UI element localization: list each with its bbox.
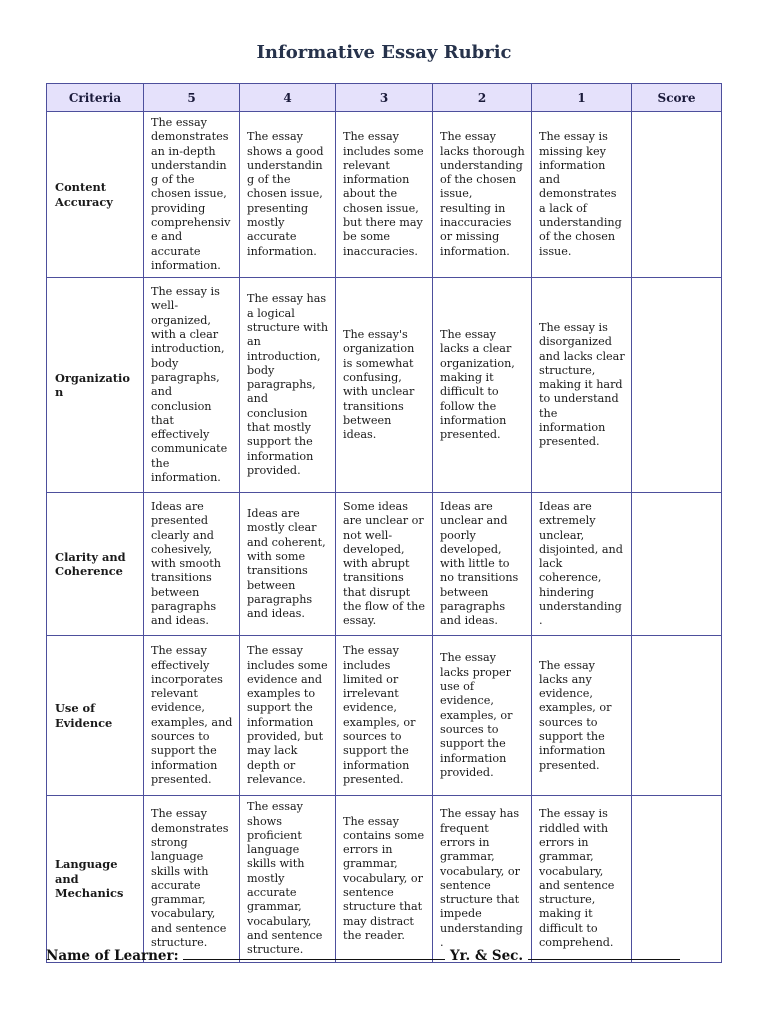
row-use-of-evidence bbox=[47, 636, 722, 796]
rubric-cell: The essay is disorganized and lacks clear structure, making it hard to understand the information presented. bbox=[532, 278, 632, 493]
rubric-cell: The essay includes some relevant information about the chosen issue, but there may be some inaccuracies. bbox=[336, 112, 433, 278]
rubric-cell: Ideas are mostly clear and coherent, with some transitions between paragraphs and ideas. bbox=[240, 493, 336, 636]
rubric-cell: The essay effectively incorporates relevant evidence, examples, and sources to support the information presented. bbox=[144, 636, 240, 796]
rubric-cell: Ideas are unclear and poorly developed, with little to no transitions between paragraphs and ideas. bbox=[433, 493, 532, 636]
score-cell[interactable] bbox=[632, 796, 722, 962]
header-score-3: 3 bbox=[336, 84, 433, 112]
score-cell[interactable] bbox=[632, 112, 722, 278]
header-row bbox=[47, 84, 722, 112]
header-score-4: 4 bbox=[240, 84, 336, 112]
header-score: Score bbox=[632, 84, 722, 112]
year-section-blank[interactable] bbox=[528, 946, 680, 960]
rubric-cell: The essay has frequent errors in grammar, vocabulary, or sentence structure that impede understanding. bbox=[433, 796, 532, 962]
criterion-label: Use of Evidence bbox=[47, 636, 144, 796]
row-language-mechanics bbox=[47, 796, 722, 962]
header-criteria: Criteria bbox=[47, 84, 144, 112]
rubric-cell: The essay lacks proper use of evidence, examples, or sources to support the information provided. bbox=[433, 636, 532, 796]
rubric-cell: Some ideas are unclear or not well-developed, with abrupt transitions that disrupt the flow of the essay. bbox=[336, 493, 433, 636]
criterion-label: Content Accuracy bbox=[47, 112, 144, 278]
rubric-cell: The essay's organization is somewhat confusing, with unclear transitions between ideas. bbox=[336, 278, 433, 493]
row-clarity-coherence bbox=[47, 493, 722, 636]
criterion-label: Organization bbox=[47, 278, 144, 493]
row-content-accuracy bbox=[47, 112, 722, 278]
learner-name-blank[interactable] bbox=[183, 946, 445, 960]
rubric-cell: The essay includes some evidence and examples to support the information provided, but may lack depth or relevance. bbox=[240, 636, 336, 796]
rubric-cell: The essay is missing key information and demonstrates a lack of understanding of the chosen issue. bbox=[532, 112, 632, 278]
criterion-label: Clarity and Coherence bbox=[47, 493, 144, 636]
name-of-learner-label: Name of Learner: bbox=[46, 948, 179, 964]
header-score-2: 2 bbox=[433, 84, 532, 112]
rubric-cell: The essay is riddled with errors in grammar, vocabulary, and sentence structure, making it difficult to comprehend. bbox=[532, 796, 632, 962]
rubric-cell: Ideas are extremely unclear, disjointed, and lack coherence, hindering understanding. bbox=[532, 493, 632, 636]
rubric-cell: The essay includes limited or irrelevant evidence, examples, or sources to support the information presented. bbox=[336, 636, 433, 796]
score-cell[interactable] bbox=[632, 278, 722, 493]
row-organization bbox=[47, 278, 722, 493]
rubric-cell: The essay lacks thorough understanding of the chosen issue, resulting in inaccuracies or missing information. bbox=[433, 112, 532, 278]
rubric-cell: The essay lacks a clear organization, making it difficult to follow the information presented. bbox=[433, 278, 532, 493]
criterion-label: Language and Mechanics bbox=[47, 796, 144, 962]
header-score-5: 5 bbox=[144, 84, 240, 112]
rubric-cell: The essay contains some errors in grammar, vocabulary, or sentence structure that may distract the reader. bbox=[336, 796, 433, 962]
header-score-1: 1 bbox=[532, 84, 632, 112]
rubric-cell: Ideas are presented clearly and cohesively, with smooth transitions between paragraphs and ideas. bbox=[144, 493, 240, 636]
rubric-cell: The essay lacks any evidence, examples, or sources to support the information presented. bbox=[532, 636, 632, 796]
rubric-table bbox=[46, 83, 722, 963]
rubric-cell: The essay has a logical structure with an introduction, body paragraphs, and conclusion that mostly support the information provided. bbox=[240, 278, 336, 493]
score-cell[interactable] bbox=[632, 636, 722, 796]
rubric-cell: The essay shows proficient language skills with mostly accurate grammar, vocabulary, and sentence structure. bbox=[240, 796, 336, 962]
year-section-label: Yr. & Sec. bbox=[450, 948, 524, 964]
page-title: Informative Essay Rubric bbox=[256, 42, 512, 63]
learner-info-line bbox=[46, 946, 746, 964]
rubric-cell: The essay shows a good understanding of the chosen issue, presenting mostly accurate information. bbox=[240, 112, 336, 278]
rubric-cell: The essay demonstrates strong language skills with accurate grammar, vocabulary, and sentence structure. bbox=[144, 796, 240, 962]
rubric-cell: The essay is well-organized, with a clear introduction, body paragraphs, and conclusion that effectively communicate the information. bbox=[144, 278, 240, 493]
score-cell[interactable] bbox=[632, 493, 722, 636]
rubric-cell: The essay demonstrates an in-depth understanding of the chosen issue, providing comprehensive and accurate information. bbox=[144, 112, 240, 278]
